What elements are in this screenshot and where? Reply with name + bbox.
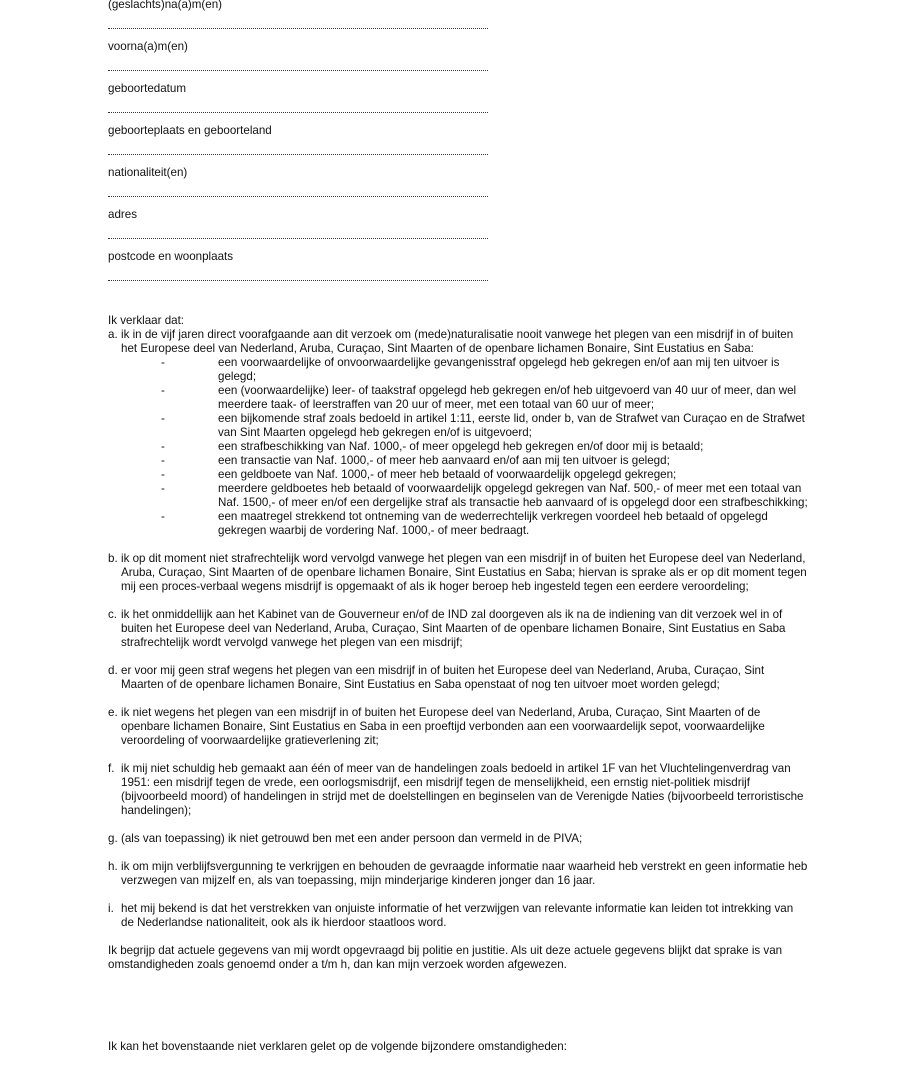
sub-item (108, 468, 808, 482)
item-text: ik mij niet schuldig heb gemaakt aan één of meer van de handelingen zoals bedoeld in artikel 1F van het Vluchtelingenverdrag van 1951: een misdrijf tegen de vrede, een oorlogsmisdrijf, een misdrijf tegen de menselijkheid, een ernstig niet-politiek misdrijf (bijvoorbeeld moord) of handelingen in strijd met de doelstellingen en beginselen van de Verenigde Naties (bijvoorbeeld terroristische handelingen); (121, 762, 804, 817)
item-text: het mij bekend is dat het verstrekken van onjuiste informatie of het verzwijgen van relevante informatie kan leiden tot intrekking van de Nederlandse nationaliteit, ook als ik hierdoor staatloos word. (121, 902, 794, 929)
dotted-input-line[interactable] (108, 22, 488, 29)
sub-item-text: een strafbeschikking van Naf. 1000,- of meer opgelegd heb gekregen en/of door mij is betaald; (218, 440, 704, 453)
declaration-item-e (108, 706, 808, 748)
dotted-input-line[interactable] (108, 274, 488, 281)
dash-bullet: - (161, 384, 165, 397)
field-label: adres (108, 208, 138, 221)
item-text: ik het onmiddellijk aan het Kabinet van de Gouverneur en/of de IND zal doorgeven als ik na de indiening van dit verzoek wel in of buiten het Europese deel van Nederland, Aruba, Curaçao, Sint Maarten of de openbare lichamen Bonaire, Sint Eustatius en Saba strafrechtelijk wordt vervolgd vanwege het plegen van een misdrijf; (121, 608, 786, 649)
sub-item-text: een geldboete van Naf. 1000,- of meer heb betaald of voorwaardelijk opgelegd gekregen; (218, 468, 677, 481)
field-given-names[interactable] (108, 40, 808, 82)
item-letter: e. (108, 706, 118, 719)
declaration-item-g (108, 832, 808, 846)
dash-bullet: - (161, 356, 165, 369)
item-text: ik om mijn verblijfsvergunning te verkrijgen en behouden de gevraagde informatie naar waarheid heb verstrekt en geen informatie heb verzwegen van mijzelf en, als van toepassing, mijn minderjarige kinderen jonger dan 16 jaar. (121, 860, 808, 887)
dash-bullet: - (161, 482, 165, 495)
sub-item (108, 356, 808, 384)
declaration-item-b (108, 552, 808, 594)
sub-item-text: een maatregel strekkend tot ontneming van de wederrechtelijk verkregen voordeel heb betaald of opgelegd gekregen waarbij de vordering Naf. 1000,- of meer bedraagt. (218, 510, 768, 537)
dotted-input-line[interactable] (108, 232, 488, 239)
dotted-input-line[interactable] (108, 148, 488, 155)
item-letter: b. (108, 552, 118, 565)
field-birth-place[interactable] (108, 124, 808, 166)
declaration-item-d (108, 664, 808, 692)
sub-item-text: een (voorwaardelijke) leer- of taakstraf opgelegd heb gekregen en/of heb uitgevoerd van 40 uur of meer, dan wel meerdere taak- of leerstraffen van 20 uur of meer, met een totaal van 60 uur of meer; (218, 384, 797, 411)
field-label: nationaliteit(en) (108, 166, 188, 179)
sub-item-text: een voorwaardelijke of onvoorwaardelijke gevangenisstraf opgelegd heb gekregen en/of aan mij ten uitvoer is gelegd; (218, 356, 780, 383)
dash-bullet: - (161, 510, 165, 523)
item-letter: c. (108, 608, 118, 621)
sub-item (108, 482, 808, 510)
declaration-item-a (108, 328, 808, 356)
item-text: ik niet wegens het plegen van een misdrijf in of buiten het Europese deel van Nederland, Aruba, Curaçao, Sint Maarten of de openbare lichamen Bonaire, Sint Eustatius en Saba in een proeftijd verbonden aan een voorwaardelijk sepot, voorwaardelijke veroordeling of voorwaardelijke gratieverlening zit; (121, 706, 765, 747)
item-letter: g. (108, 832, 118, 845)
declaration-intro: Ik verklaar dat: (108, 314, 185, 327)
dash-bullet: - (161, 454, 165, 467)
declaration-item-i (108, 902, 808, 930)
field-address[interactable] (108, 208, 808, 250)
declaration-item-h (108, 860, 808, 888)
closing-statement: Ik begrijp dat actuele gegevens van mij wordt opgevraagd bij politie en justitie. Als uit deze actuele gegevens blijkt dat sprake is van omstandigheden zoals genoemd onder a t/m h, dan kan mijn verzoek worden afgewezen. (108, 944, 783, 971)
declaration-item-f (108, 762, 808, 818)
field-label: geboortedatum (108, 82, 186, 95)
item-text: er voor mij geen straf wegens het plegen van een misdrijf in of buiten het Europese deel van Nederland, Aruba, Curaçao, Sint Maarten of de openbare lichamen Bonaire, Sint Eustatius en Saba openstaat of nog ten uitvoer moet worden gelegd; (121, 664, 765, 691)
dotted-input-line[interactable] (108, 64, 488, 71)
field-label: postcode en woonplaats (108, 250, 234, 263)
dotted-input-line[interactable] (108, 190, 488, 197)
sub-item (108, 412, 808, 440)
dash-bullet: - (161, 412, 165, 425)
item-letter: d. (108, 664, 118, 677)
dash-bullet: - (161, 440, 165, 453)
sub-item-text: een bijkomende straf zoals bedoeld in artikel 1:11, eerste lid, onder b, van de Strafwet van Curaçao en de Strafwet van Sint Maarten opgelegd heb gekregen en/of is uitgevoerd; (218, 412, 805, 439)
item-text: ik in de vijf jaren direct voorafgaande aan dit verzoek om (mede)naturalisatie nooit vanwege het plegen van een misdrijf in of buiten het Europese deel van Nederland, Aruba, Curaçao, Sint Maarten of de openbare lichamen Bonaire, Sint Eustatius en Saba: (121, 328, 794, 355)
field-postcode-city[interactable] (108, 250, 808, 292)
field-nationality[interactable] (108, 166, 808, 208)
item-letter: h. (108, 860, 118, 873)
special-circumstances-heading: Ik kan het bovenstaande niet verklaren gelet op de volgende bijzondere omstandigheden: (108, 1040, 567, 1053)
item-text: ik op dit moment niet strafrechtelijk word vervolgd vanwege het plegen van een misdrijf in of buiten het Europese deel van Nederland, Aruba, Curaçao, Sint Maarten of de openbare lichamen Bonaire, Sint Eustatius en Saba; hiervan is sprake als er op dit moment tegen mij een proces-verbaal wegens misdrijf is opgemaakt of als ik hoger beroep heb ingesteld tegen een eerdere veroordeling; (121, 552, 807, 593)
declaration-form (108, 0, 808, 1054)
item-letter: f. (108, 762, 115, 775)
sub-item-text: een transactie van Naf. 1000,- of meer heb aanvaard en/of aan mij ten uitvoer is gelegd; (218, 454, 670, 467)
item-letter: a. (108, 328, 118, 341)
item-letter: i. (108, 902, 114, 915)
sub-item (108, 454, 808, 468)
field-surname[interactable] (108, 0, 808, 40)
field-label: (geslachts)na(a)m(en) (108, 0, 223, 11)
declaration-item-c (108, 608, 808, 650)
sub-item (108, 384, 808, 412)
field-birth-date[interactable] (108, 82, 808, 124)
field-label: geboorteplaats en geboorteland (108, 124, 272, 137)
field-label: voorna(a)m(en) (108, 40, 188, 53)
dash-bullet: - (161, 468, 165, 481)
sub-item-text: meerdere geldboetes heb betaald of voorwaardelijk opgelegd gekregen van Naf. 500,- of meer met een totaal van Naf. 1500,- of meer en/of een dergelijke straf als transactie heb aanvaard of is opgelegd door een strafbeschikking; (218, 482, 808, 509)
item-text: (als van toepassing) ik niet getrouwd ben met een ander persoon dan vermeld in de PIVA; (121, 832, 583, 845)
dotted-input-line[interactable] (108, 106, 488, 113)
sub-item (108, 440, 808, 454)
sub-item (108, 510, 808, 538)
